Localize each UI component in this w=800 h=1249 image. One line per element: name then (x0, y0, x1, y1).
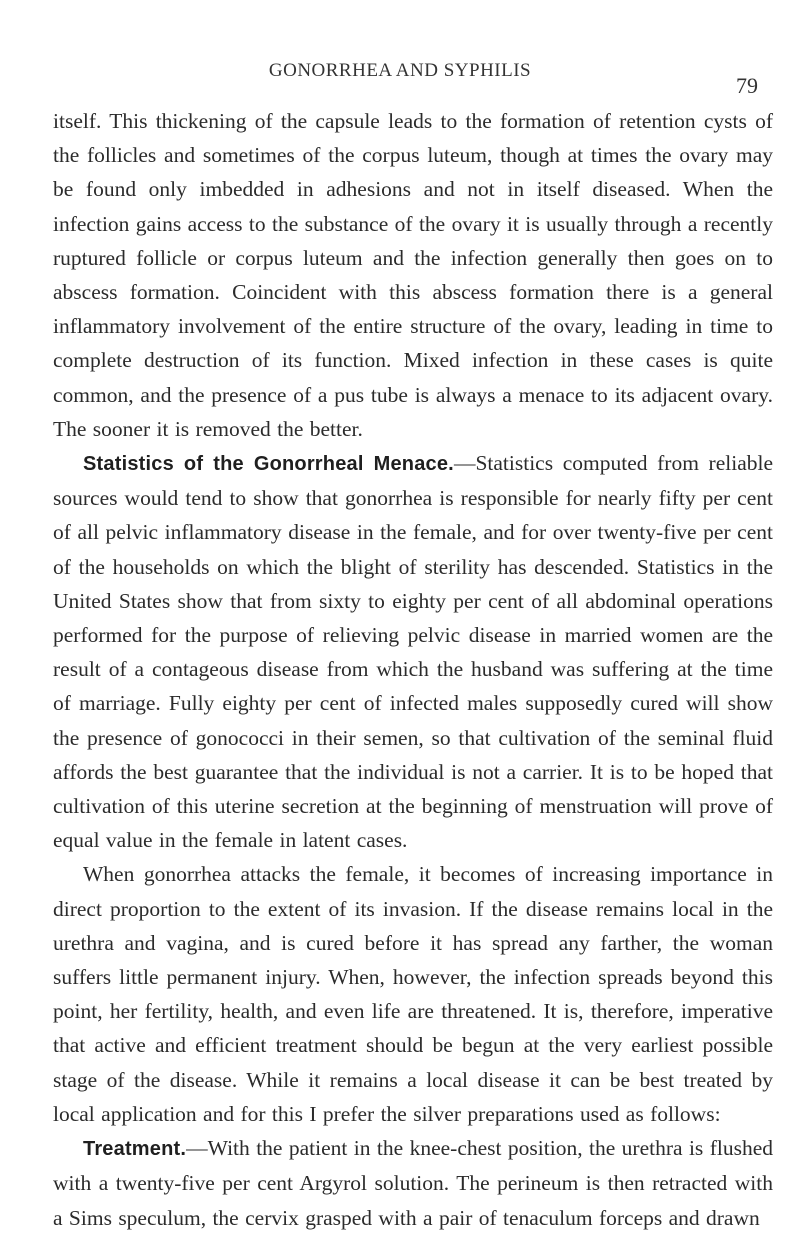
paragraph-statistics-text: —Statistics computed from reliable sources would tend to show that gonorrhea is responsible for nearly fifty per cent of all pelvic inflammatory disease in the female, and for over twenty-five per cent of the households on which the blight of sterility has descended. Statistics in the United States show that from sixty to eighty per cent of all abdominal operations performed for the purpose of relieving pelvic disease in married women are the result of a contageous disease from which the husband was suffering at the time of marriage. Fully eighty per cent of infected males supposedly cured will show the presence of gonococci in their semen, so that cultivation of the seminal fluid affords the best guarantee that the individual is not a carrier. It is to be hoped that cultivation of this uterine secretion at the beginning of menstruation will prove of equal value in the female in latent cases. (53, 451, 773, 853)
section-heading-statistics: Statistics of the Gonorrheal Menace. (83, 453, 454, 476)
paragraph-treatment (53, 1131, 773, 1235)
page-number: 79 (736, 73, 758, 98)
section-heading-treatment: Treatment. (83, 1138, 187, 1161)
paragraph-ovary: itself. This thickening of the capsule leads to the formation of retention cysts of the follicles and sometimes of the corpus luteum, though at times the ovary may be found only imbedded in adhesions and not in itself diseased. When the infection gains access to the substance of the ovary it is usually through a recently ruptured follicle or corpus luteum and the infection generally then goes on to abscess formation. Coincident with this abscess formation there is a general inflammatory involvement of the entire structure of the ovary, leading in time to complete destruction of its function. Mixed infection in these cases is quite common, and the presence of a pus tube is always a menace to its adjacent ovary. The sooner it is removed the better. (53, 109, 773, 441)
paragraph-treatment-text: —With the patient in the knee-chest position, the urethra is flushed with a twenty-five per cent Argyrol solution. The perineum is then retracted with a Sims speculum, the cervix grasped with a pair of tenaculum forceps and drawn (53, 1136, 773, 1230)
paragraph-invasion: When gonorrhea attacks the female, it becomes of increasing importance in direct proportion to the extent of its invasion. If the disease remains local in the urethra and vagina, and is cured before it has spread any farther, the woman suffers little permanent injury. When, however, the infection spreads beyond this point, her fertility, health, and even life are threatened. It is, therefore, imperative that active and efficient treatment should be begun at the very earliest possible stage of the disease. While it remains a local disease it can be best treated by local application and for this I prefer the silver preparations used as follows: (53, 862, 773, 1126)
running-title: GONORRHEA AND SYPHILIS (268, 60, 532, 81)
paragraph-statistics (53, 446, 773, 857)
body-text (53, 104, 773, 1235)
